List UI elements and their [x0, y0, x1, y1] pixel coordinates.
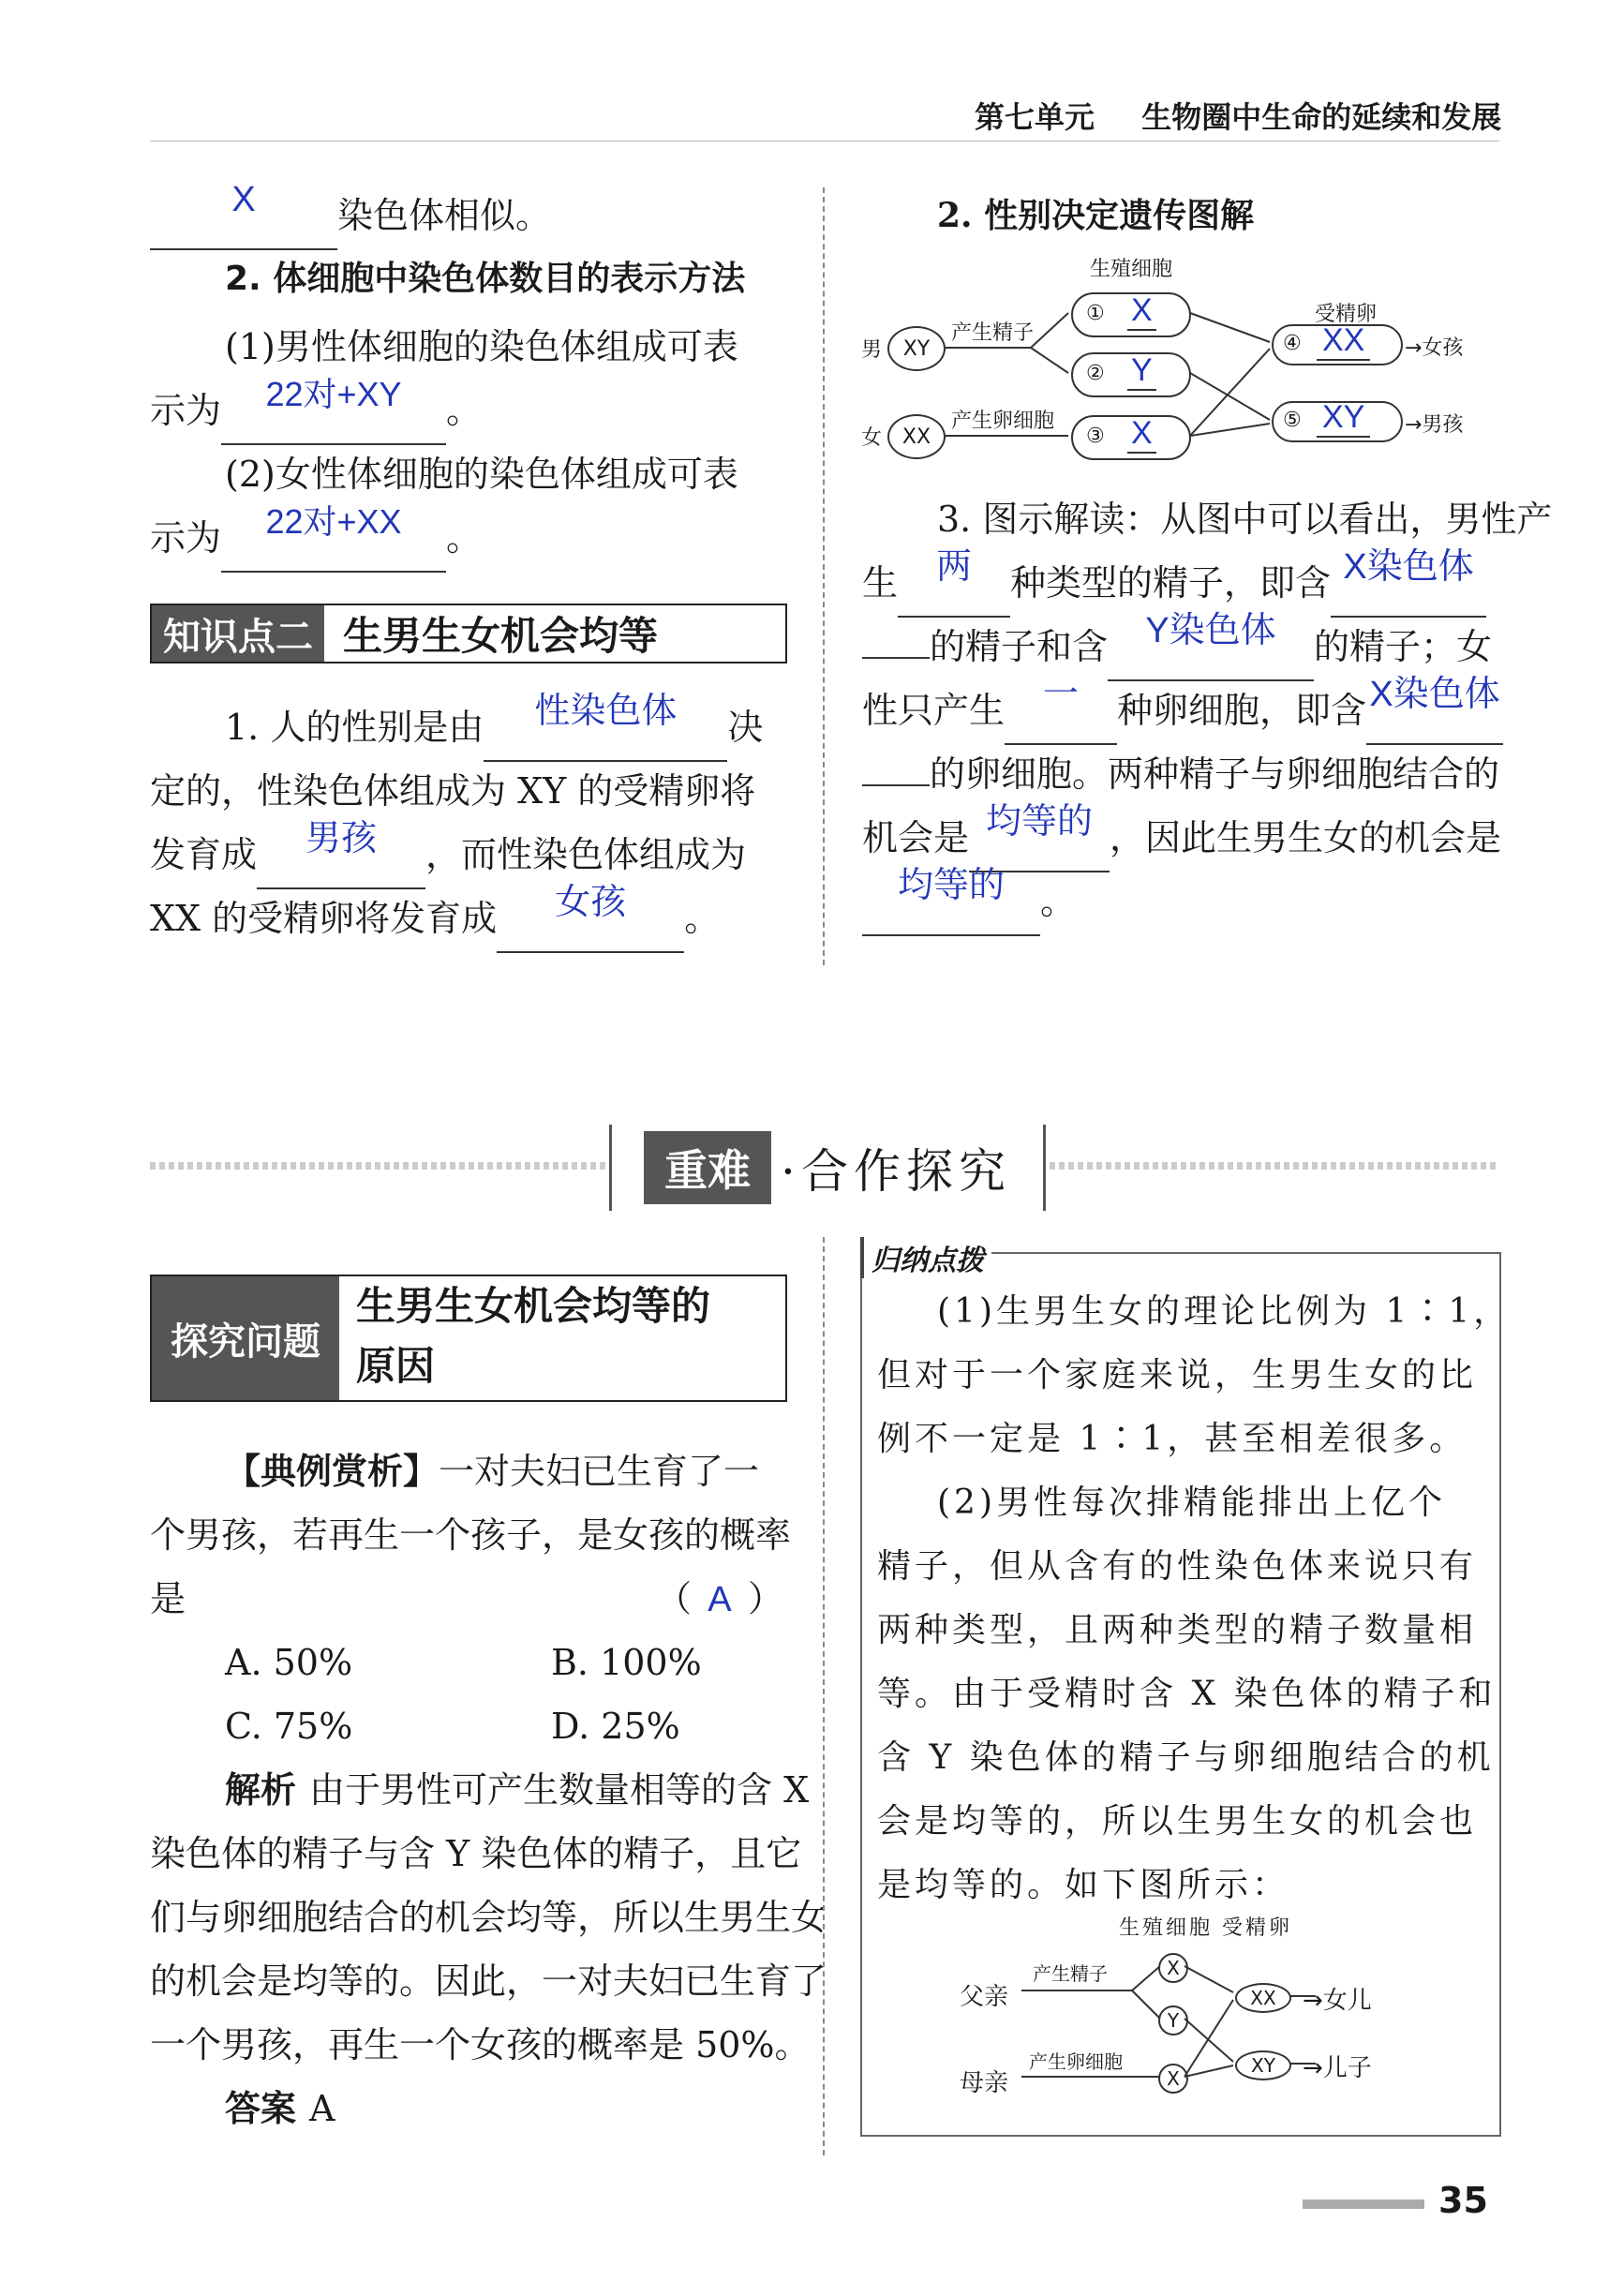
example-line3: 是 （ A ） — [150, 1567, 783, 1631]
option-a: A. 50% — [225, 1642, 353, 1683]
female-somatic-line1: (2)女性体细胞的染色体组成可表 — [225, 454, 738, 495]
analysis-line2: 染色体的精子与含 Y 染色体的精子，且它 — [150, 1833, 802, 1874]
answer-zygote-5: XY — [1317, 399, 1370, 438]
label-produce-egg: 产生卵细胞 — [951, 410, 1055, 433]
summary-2b: 精子，但从含有的性染色体来说只有 — [877, 1547, 1478, 1586]
label-boy: →男孩 — [1405, 413, 1464, 437]
section-title: ·合作探究 — [781, 1144, 1011, 1199]
analysis-line1: 解析 由于男性可产生数量相等的含 X — [225, 1769, 810, 1811]
answer-two: 两 — [936, 547, 973, 587]
sperm-x: X — [1158, 1953, 1188, 1983]
q1-line1: 1. 人的性别是由 性染色体 决 — [225, 695, 763, 762]
answer-equal-1: 均等的 — [986, 802, 1094, 842]
sperm-y: Y — [1158, 2005, 1188, 2035]
kp-title: 生男生女机会均等 — [343, 613, 659, 659]
summary-diagram-header: 生殖细胞 受精卵 — [1119, 1916, 1292, 1940]
summary-2a: (2)男性每次排精能排出上亿个 — [937, 1483, 1446, 1522]
answer-germ-3: X — [1127, 415, 1156, 454]
summary-2d: 等。由于受精时含 X 染色体的精子和 — [877, 1675, 1497, 1713]
summary-label: 归纳点拨 — [860, 1237, 991, 1278]
interp-line1: 3. 图示解读：从图中可以看出，男性产 — [937, 499, 1553, 540]
subheading-somatic: 2. 体细胞中染色体数目的表示方法 — [225, 260, 746, 298]
option-d: D. 25% — [551, 1706, 680, 1747]
answer-germ-2: Y — [1127, 352, 1156, 391]
sex-determination-diagram — [857, 253, 1513, 459]
answer-label: 答案 — [225, 2088, 297, 2129]
label-father: 父亲 — [960, 1983, 1009, 2011]
zygote-xx: XX — [1235, 1983, 1291, 2013]
summary-1c: 例不一定是 1∶1，甚至相差很多。 — [877, 1420, 1467, 1458]
male-somatic-line1: (1)男性体细胞的染色体组成可表 — [225, 326, 738, 367]
answer-one: 一 — [1043, 675, 1080, 714]
inquiry-box — [150, 1275, 787, 1402]
column-divider-bottom — [823, 1237, 825, 2155]
label-produce-sperm-2: 产生精子 — [1033, 1962, 1108, 1985]
summary-diagram — [946, 1912, 1434, 2118]
section-banner — [609, 1125, 1046, 1211]
label-daughter: →女儿 — [1303, 1987, 1372, 2015]
example-line2: 个男孩，若再生一个孩子，是女孩的概率 — [150, 1514, 792, 1556]
example-line1: 【典例赏析】一对夫妇已生育了一 — [225, 1451, 760, 1492]
q1-line4: XX 的受精卵将发育成 女孩 。 — [150, 887, 720, 953]
interp-line4: 性只产生 一 种卵细胞，即含X染色体 — [862, 678, 1503, 745]
answer-girl: 女孩 — [555, 883, 627, 922]
label-girl: →女孩 — [1405, 336, 1464, 360]
answer-bracket: （ A ） — [656, 1567, 783, 1632]
male-cell: XY — [887, 326, 946, 371]
summary-2c: 两种类型，且两种类型的精子数量相 — [877, 1611, 1478, 1649]
option-b: B. 100% — [551, 1642, 702, 1683]
label-mother: 母亲 — [960, 2069, 1009, 2097]
answer-equal-2: 均等的 — [897, 866, 1005, 905]
analysis-line3: 们与卵细胞结合的机会均等，所以生男生女 — [150, 1897, 827, 1938]
egg-x: X — [1158, 2064, 1188, 2094]
label-son: →儿子 — [1303, 2054, 1372, 2082]
interp-line5: 的卵细胞。两种精子与卵细胞结合的 — [862, 742, 1499, 806]
female-somatic-line2: 示为 22对+XX 。 — [150, 506, 482, 573]
label-male: 男 — [861, 338, 883, 362]
option-c: C. 75% — [225, 1706, 353, 1747]
page-header — [975, 94, 1501, 137]
label-female: 女 — [861, 426, 883, 450]
example-label: 【典例赏析】 — [225, 1451, 439, 1492]
header-rule — [150, 141, 1499, 142]
knowledge-point-2 — [150, 604, 787, 663]
kp-tag: 知识点二 — [152, 605, 324, 662]
female-cell: XX — [887, 414, 946, 459]
analysis-label: 解析 — [225, 1769, 297, 1811]
analysis-line5: 一个男孩，再生一个女孩的概率是 50%。 — [150, 2024, 811, 2065]
unit-label: 第七单元 — [975, 99, 1095, 135]
interp-line2: 生 两 种类型的精子，即含 X染色体 — [862, 551, 1486, 618]
q1-line2: 定的，性染色体组成为 XY 的受精卵将 — [150, 770, 756, 812]
column-divider-top — [823, 187, 825, 965]
subheading-sex-determination: 2. 性别决定遗传图解 — [937, 196, 1255, 235]
answer-choice: A — [708, 1580, 732, 1619]
page-number-bar — [1303, 2199, 1424, 2209]
zygote-5: ⑤ XY — [1272, 401, 1403, 442]
analysis-line4: 的机会是均等的。因此，一对夫妇已生育了 — [150, 1961, 827, 2002]
answer-y-chromosome: Y染色体 — [1145, 611, 1276, 650]
answer-value: A — [309, 2088, 335, 2129]
answer-male-karyotype: 22对+XY — [265, 375, 402, 413]
answer-line — [225, 2077, 335, 2140]
section-tag: 重难 — [644, 1131, 771, 1204]
interp-line7: 均等的 。 — [862, 870, 1076, 936]
summary-2g: 是均等的。如下图所示： — [877, 1866, 1290, 1904]
chapter-title: 生物圈中生命的延续和发展 — [1141, 99, 1502, 135]
label-produce-egg-2: 产生卵细胞 — [1029, 2050, 1123, 2073]
answer-sex-chromosome: 性染色体 — [534, 692, 678, 731]
germ-cell-3: ③ X — [1071, 415, 1191, 460]
answer-x-chromosome: X染色体 — [1343, 547, 1474, 587]
answer-x-chromosome-egg: X染色体 — [1369, 675, 1500, 714]
answer-x: X — [231, 180, 256, 219]
text-chromosome-similar: 染色体相似。 — [337, 195, 552, 236]
inquiry-tag: 探究问题 — [152, 1276, 339, 1400]
label-zygote: 受精卵 — [1315, 303, 1378, 326]
germ-cell-1: ① X — [1071, 292, 1191, 337]
label-produce-sperm: 产生精子 — [951, 321, 1035, 345]
germ-cell-2: ② Y — [1071, 352, 1191, 397]
answer-boy: 男孩 — [305, 819, 378, 858]
q1-line3: 发育成 男孩 ，而性染色体组成为 — [150, 823, 746, 889]
answer-zygote-4: XX — [1317, 322, 1370, 361]
page-number: 35 — [1438, 2180, 1488, 2221]
fill-line-x — [150, 180, 552, 250]
label-germ-cells: 生殖细胞 — [1090, 258, 1173, 281]
male-somatic-line2: 示为 22对+XY 。 — [150, 379, 482, 445]
summary-1a: (1)生男生女的理论比例为 1∶1， — [937, 1292, 1512, 1331]
summary-2f: 会是均等的，所以生男生女的机会也 — [877, 1802, 1478, 1841]
answer-female-karyotype: 22对+XX — [265, 502, 402, 541]
zygote-4: ④ XX — [1272, 324, 1403, 365]
answer-germ-1: X — [1127, 292, 1156, 331]
zygote-xy: XY — [1235, 2050, 1291, 2080]
inquiry-title: 生男生女机会均等的 原因 — [356, 1283, 711, 1389]
interp-line3: 的精子和含 Y染色体 的精子；女 — [862, 615, 1492, 681]
summary-2e: 含 Y 染色体的精子与卵细胞结合的机 — [877, 1738, 1495, 1777]
interp-line6: 机会是 均等的 ，因此生男生女的机会是 — [862, 806, 1501, 872]
summary-1b: 但对于一个家庭来说，生男生女的比 — [877, 1356, 1478, 1394]
